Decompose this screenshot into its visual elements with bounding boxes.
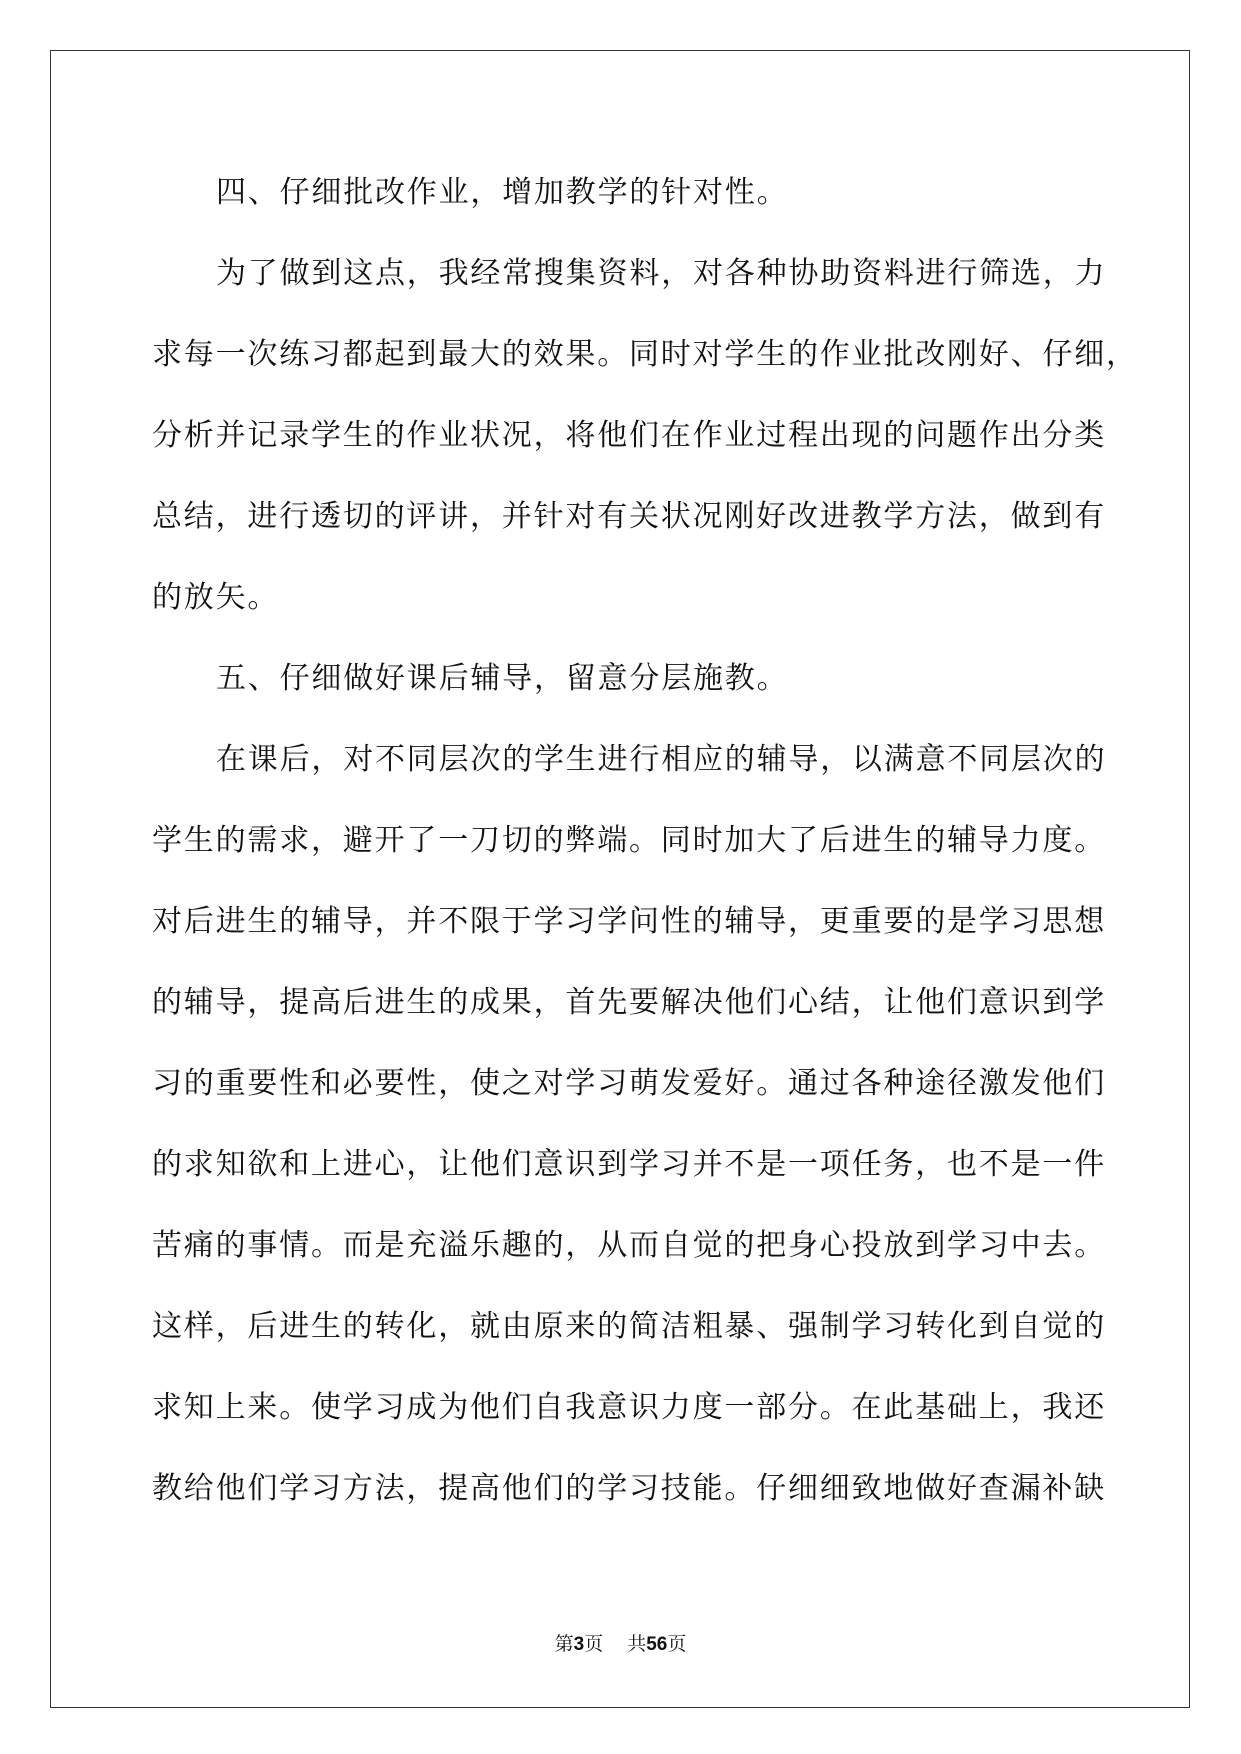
- text-line: 为了做到这点，我经常搜集资料，对各种协助资料进行筛选，力: [216, 256, 1107, 291]
- total-prefix: 共: [627, 1633, 647, 1655]
- document-body: [152, 152, 1138, 1529]
- total-suffix: 页: [667, 1633, 687, 1655]
- text-line: 的辅导，提高后进生的成果，首先要解决他们心结，让他们意识到学: [152, 985, 1106, 1020]
- text-line: 分析并记录学生的作业状况，将他们在作业过程出现的问题作出分类: [152, 418, 1106, 453]
- page-footer: [0, 1629, 1241, 1656]
- text-line: 学生的需求，避开了一刀切的弊端。同时加大了后进生的辅导力度。: [152, 823, 1106, 858]
- text-line: 习的重要性和必要性，使之对学习萌发爱好。通过各种途径激发他们: [152, 1066, 1106, 1101]
- text-line: 求知上来。使学习成为他们自我意识力度一部分。在此基础上，我还: [152, 1390, 1106, 1425]
- text-line: 求每一次练习都起到最大的效果。同时对学生的作业批改刚好、仔细，: [152, 337, 1138, 372]
- text-line: 教给他们学习方法，提高他们的学习技能。仔细细致地做好查漏补缺: [152, 1471, 1106, 1506]
- page-suffix: 页: [584, 1633, 604, 1655]
- text-line: 五、仔细做好课后辅导，留意分层施教。: [216, 661, 789, 696]
- text-line: 在课后，对不同层次的学生进行相应的辅导，以满意不同层次的: [216, 742, 1107, 777]
- page-number: 3: [573, 1634, 585, 1655]
- text-line: 的求知欲和上进心，让他们意识到学习并不是一项任务，也不是一件: [152, 1147, 1106, 1182]
- text-line: 苦痛的事情。而是充溢乐趣的，从而自觉的把身心投放到学习中去。: [152, 1228, 1106, 1263]
- text-line: 的放矢。: [152, 580, 280, 615]
- text-line: 对后进生的辅导，并不限于学习学问性的辅导，更重要的是学习思想: [152, 904, 1106, 939]
- text-line: 总结，进行透切的评讲，并针对有关状况刚好改进教学方法，做到有: [152, 499, 1106, 534]
- total-pages: 56: [646, 1634, 668, 1655]
- text-line: 四、仔细批改作业，增加教学的针对性。: [216, 175, 789, 210]
- text-line: 这样，后进生的转化，就由原来的简洁粗暴、强制学习转化到自觉的: [152, 1309, 1106, 1344]
- page-prefix: 第: [554, 1633, 574, 1655]
